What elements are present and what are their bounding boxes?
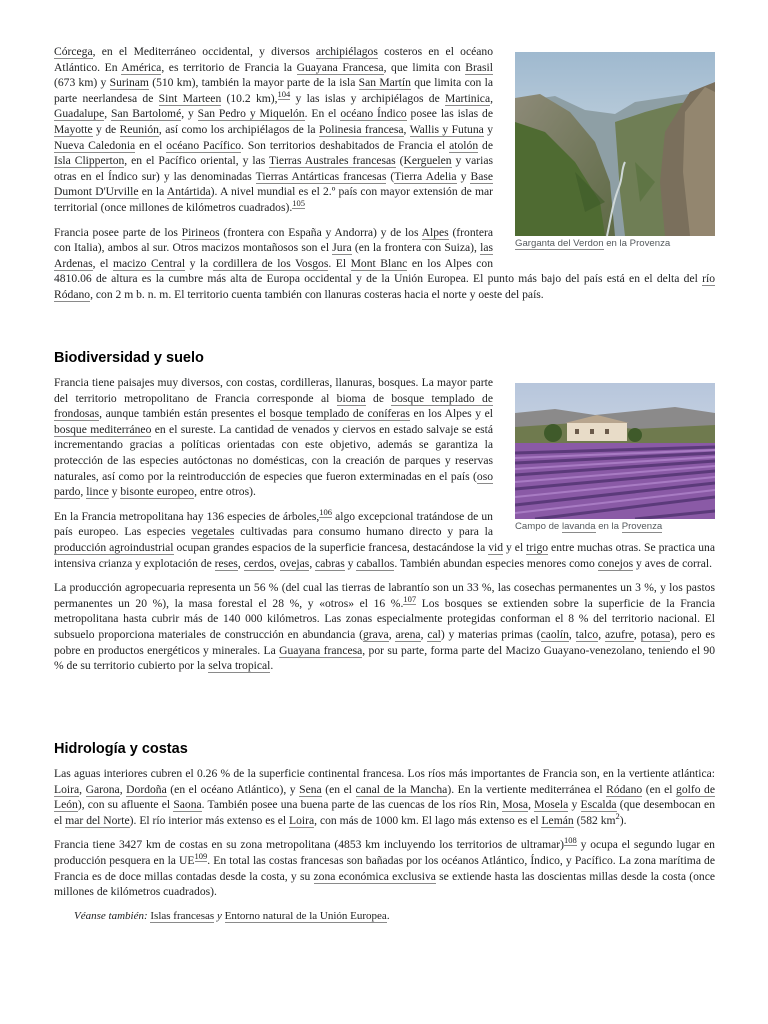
inline-link[interactable]: Nueva Caledonia	[54, 138, 136, 152]
inline-link[interactable]: América	[121, 60, 162, 74]
inline-link[interactable]: atolón	[449, 138, 479, 152]
inline-link[interactable]: cal	[427, 627, 441, 641]
inline-link[interactable]: ovejas	[279, 556, 310, 570]
verdon-caption: Garganta del Verdon en la Provenza	[515, 238, 671, 249]
inline-link[interactable]: océano Pacífico	[166, 138, 242, 152]
reference-sup	[564, 835, 577, 846]
inline-link[interactable]: producción agroindustrial	[54, 540, 174, 554]
inline-link[interactable]: Dordoña	[126, 782, 167, 796]
inline-link[interactable]: Alpes	[421, 225, 449, 239]
inline-link[interactable]: Guayana francesa	[279, 643, 363, 657]
reference-link[interactable]: 104	[277, 88, 291, 99]
verdon-gorge-image[interactable]	[515, 52, 715, 236]
inline-link[interactable]: trigo	[526, 540, 549, 554]
see-also-link-entorno[interactable]: Entorno natural de la Unión Europea	[224, 909, 387, 922]
inline-link[interactable]: Tierra Adelia	[394, 169, 457, 183]
lavender-field-image[interactable]	[515, 383, 715, 519]
inline-link[interactable]: cabras	[315, 556, 345, 570]
inline-link[interactable]: Tierras Australes francesas	[269, 154, 396, 168]
reference-link[interactable]: 107	[403, 593, 417, 604]
inline-link[interactable]: bisonte europeo	[120, 485, 195, 499]
biodiversidad-paragraph-1: Francia tiene paisajes muy diversos, con costas, cordilleras, llanuras, bosques. La mayor parte del territorio metropolitano de Francia corresponde al bioma de bosque templado de frondosas, aunque también están presentes el bosque templado de coníferas en los Alpes y el bosque mediterráneo en el sureste. La cantidad de venados y ciervos en estado salvaje se está incrementando gracias a políticas orientadas con este objetivo, además se garantiza la protección de las especies autóctonas no domésticas, con la creación de parques y reservas naturales, así como por la reintroducción de especies que fueron exterminadas en el país (oso pardo, lince y bisonte europeo, entre otros).	[54, 376, 493, 499]
lavanda-caption: Campo de lavanda en la Provenza	[515, 521, 663, 532]
inline-link[interactable]: vid	[488, 540, 504, 554]
heading-biodiversidad: Biodiversidad y suelo	[54, 350, 204, 366]
reference-sup	[319, 507, 332, 518]
biodiversidad-paragraph-2: En la Francia metropolitana hay 136 especies de árboles,$^{106}$ algo excepcional tratándose de un país europeo. Las especies vegetales cultivadas para consumo humano directo y para la producción agroindustrial ocupan grandes espacios de la superficie francesa, destacándose la vid y el trigo entre muchas otras. Se practica una intensiva crianza y explotación de reses, cerdos, ovejas, cabras y caballos. También abundan especies menores como conejos y aves de corral.	[54, 506, 715, 570]
inline-link[interactable]: Surinam	[109, 76, 149, 90]
biodiversidad-paragraph-3: La producción agropecuaria representa un 56 % (del cual las tierras de labrantío son un 33 %, las cosechas permanentes un 3 %, y los pastos permanentes un 20 %), la masa forestal el 28 %, y «otros» el 16 %.$^{107}$ Los bosques se extienden sobre la superficie de la Francia metropolitana hasta cubrir más de 140 000 kilómetros. Las zonas especialmente protegidas conforman el 8 % del territorio nacional. El subsuelo proporciona materiales de construcción en abundancia (grava, arena, cal) y materias primas (caolín, talco, azufre, potasa), pero es pobre en productos energéticos y minerales. La Guayana francesa, por su parte, forma parte del Macizo Guayano-venezolano, teniendo el 90 % de su territorio cubierto por la selva tropical.	[54, 581, 715, 673]
inline-link[interactable]: Loira	[54, 782, 80, 796]
hidrologia-paragraph-1: Las aguas interiores cubren el 0.26 % de la superficie continental francesa. Los ríos más importantes de Francia son, en la vertiente atlántica: Loira, Garona, Dordoña (en el océano Atlántico), y Sena (en el canal de la Mancha). En la vertiente mediterránea el Ródano (en el golfo de León), con su afluente el Saona. También posee una buena parte de las cuencas de los ríos Rin, Mosa, Mosela y Escalda (que desembocan en el mar del Norte). El río interior más extenso es el Loira, con más de 1000 km. El lago más extenso es el Lemán (582 $km^2$).	[54, 767, 716, 827]
reference-sup	[278, 89, 291, 100]
inline-link[interactable]: Kerguelen	[403, 154, 452, 168]
inline-link[interactable]: San Bartolomé	[111, 107, 182, 121]
inline-link[interactable]: Jura	[332, 241, 352, 255]
inline-link[interactable]: reses	[214, 556, 238, 570]
inline-link[interactable]: Martinica	[445, 91, 491, 105]
intro-section	[54, 44, 715, 312]
see-also-link-islas[interactable]: Islas francesas	[150, 909, 215, 922]
inline-link[interactable]: Antártida	[166, 185, 211, 199]
heading-hidrologia: Hidrología y costas	[54, 741, 188, 757]
caption-link-verdon[interactable]: Garganta del Verdon	[515, 238, 604, 249]
caption-link-lavanda[interactable]: lavanda	[561, 521, 596, 532]
hidrologia-section	[54, 766, 715, 924]
inline-link[interactable]: Escalda	[580, 798, 617, 812]
inline-link[interactable]: potasa	[640, 627, 671, 641]
inline-link[interactable]: caballos	[356, 556, 395, 570]
intro-paragraph-1: Córcega, en el Mediterráneo occidental, y diversos archipiélagos costeros en el océano Atlántico. En América, es territorio de Francia la Guayana Francesa, que limita con Brasil (673 km) y Surinam (510 km), también la mayor parte de la isla San Martín que limita con la parte neerlandesa de Sint Marteen (10.2 km),$^{104}$ y las islas y archipiélagos de Martinica, Guadalupe, San Bartolomé, y San Pedro y Miquelón. En el océano Índico posee las islas de Mayotte y de Reunión, así como los archipiélagos de la Polinesia francesa, Wallis y Futuna y Nueva Caledonia en el océano Pacífico. Son territorios deshabitados de Francia el atolón de Isla Clipperton, en el Pacífico oriental, y las Tierras Australes francesas (Kerguelen y varias otras en el Índico sur) y las denominadas Tierras Antárticas francesas (Tierra Adelia y Base Dumont D'Urville en la Antártida). A nivel mundial es el 2.º país con mayor extensión de mar territorial (once millones de kilómetros cuadrados).$^{105}$	[54, 45, 494, 214]
inline-link[interactable]: golfo de León	[54, 782, 716, 812]
inline-link[interactable]: lince	[86, 485, 109, 499]
inline-link[interactable]: Mosela	[534, 798, 569, 812]
superscript: 2	[615, 810, 620, 821]
inline-link[interactable]: arena	[395, 627, 421, 641]
inline-link[interactable]: cerdos	[243, 556, 274, 570]
inline-link[interactable]: Brasil	[465, 60, 493, 74]
figure-lavanda	[515, 383, 715, 533]
reference-sup	[292, 198, 305, 209]
inline-link[interactable]: Tierras Antárticas francesas	[255, 169, 387, 183]
reference-sup	[195, 851, 208, 862]
reference-link[interactable]: 105	[292, 197, 305, 208]
see-also-label: Véanse también:	[74, 909, 148, 922]
inline-link[interactable]: Mosa	[502, 798, 529, 812]
reference-link[interactable]: 109	[194, 850, 208, 861]
inline-link[interactable]: Mont Blanc	[350, 256, 408, 270]
inline-link[interactable]: bosque templado de coníferas	[269, 407, 410, 421]
inline-link[interactable]: Córcega	[54, 45, 93, 58]
inline-link[interactable]: bioma	[336, 391, 366, 405]
figure-verdon	[515, 52, 715, 250]
inline-link[interactable]: conejos	[597, 556, 634, 570]
inline-link[interactable]: bosque templado de frondosas	[54, 391, 493, 421]
inline-link[interactable]: canal de la Mancha	[355, 782, 448, 796]
inline-link[interactable]: las Ardenas	[54, 241, 493, 270]
inline-link[interactable]: talco	[575, 627, 599, 641]
inline-link[interactable]: río Ródano	[54, 272, 715, 301]
biodiversidad-section	[54, 375, 715, 683]
inline-link[interactable]: bosque mediterráneo	[54, 422, 152, 436]
reference-link[interactable]: 106	[319, 506, 332, 517]
see-also: Véanse también: Islas francesas y Entorno natural de la Unión Europea.	[74, 909, 390, 922]
inline-link[interactable]: Ródano	[606, 782, 643, 796]
inline-link[interactable]: cordillera de los Vosgos	[212, 256, 329, 270]
inline-link[interactable]: azufre	[604, 627, 634, 641]
inline-link[interactable]: Pirineos	[181, 225, 220, 239]
inline-link[interactable]: Sena	[299, 782, 322, 796]
inline-link[interactable]: Wallis y Futuna	[409, 122, 484, 136]
inline-link[interactable]: oso pardo	[54, 469, 493, 499]
inline-link[interactable]: Mayotte	[54, 122, 93, 136]
inline-link[interactable]: Loira	[289, 813, 315, 827]
inline-link[interactable]: Guayana Francesa	[296, 60, 384, 74]
inline-link[interactable]: Reunión	[119, 122, 159, 136]
inline-link[interactable]: Garona	[85, 782, 120, 796]
inline-link[interactable]: Lemán	[541, 813, 574, 827]
inline-link[interactable]: Polinesia francesa	[318, 122, 404, 136]
inline-link[interactable]: Sint Marteen	[158, 91, 222, 105]
inline-link[interactable]: océano Índico	[340, 107, 407, 121]
reference-link[interactable]: 108	[564, 835, 577, 846]
inline-link[interactable]: Guadalupe	[54, 107, 105, 121]
inline-link[interactable]: vegetales	[191, 525, 235, 539]
inline-link[interactable]: archipiélagos	[316, 45, 378, 58]
inline-link[interactable]: caolín	[540, 627, 569, 641]
inline-link[interactable]: Isla Clipperton	[54, 154, 125, 168]
inline-link[interactable]: San Martín	[358, 76, 411, 90]
inline-link[interactable]: Base Dumont D'Urville	[54, 169, 494, 199]
inline-link[interactable]: mar del Norte	[65, 813, 130, 827]
intro-paragraph-2: Francia posee parte de los Pirineos (frontera con España y Andorra) y de los Alpes (frontera con Italia), ambos al sur. Otros macizos montañosos son el Jura (en la frontera con Suiza), las Ardenas, el macizo Central y la cordillera de los Vosgos. El Mont Blanc en los Alpes con 4810.06 de altura es la cumbre más alta de Europa occidental y de la Unión Europea. El punto más bajo del país está en el delta del río Ródano, con 2 m b. n. m. El territorio cuenta también con llanuras costeras hacia el norte y oeste del país.	[54, 225, 715, 301]
inline-link[interactable]: grava	[362, 627, 389, 641]
reference-sup	[403, 594, 416, 605]
inline-link[interactable]: Saona	[173, 798, 202, 812]
inline-link[interactable]: selva tropical	[208, 659, 271, 673]
inline-link[interactable]: macizo Central	[112, 256, 186, 270]
hidrologia-paragraph-2: Francia tiene 3427 km de costas en su zona metropolitana (4853 km incluyendo los territorios de ultramar)$^{108}$ y ocupa el segundo lugar en producción pesquera en la UE$^{109}$. En total las costas francesas son bañadas por los océanos Atlántico, Índico, y Pacífico. La zona marítima de Francia es de doce millas contadas desde la costa, y su zona económica exclusiva se extiende hasta las doscientas millas desde la costa (once millones de kilómetros cuadrados).	[54, 835, 716, 899]
inline-link[interactable]: zona económica exclusiva	[313, 869, 436, 883]
inline-link[interactable]: San Pedro y Miquelón	[197, 107, 305, 121]
caption-link-provenza[interactable]: Provenza	[621, 521, 663, 532]
